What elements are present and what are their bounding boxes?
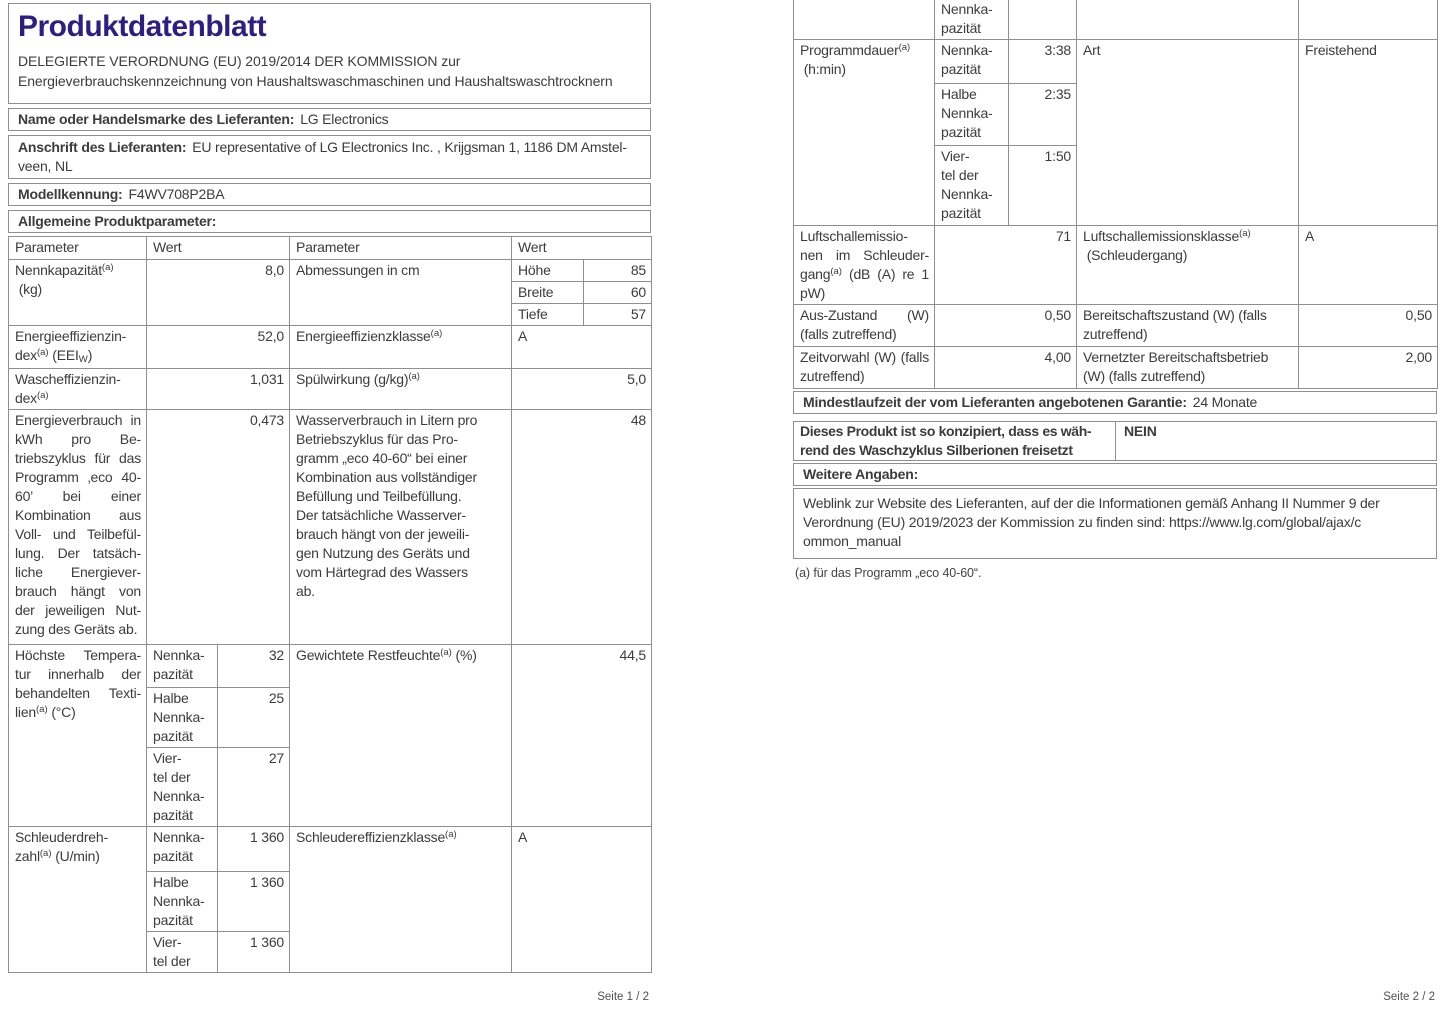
footnote-marker: (a) [101, 262, 114, 273]
header-wert-1: Wert [147, 237, 290, 260]
cell-continuation-nennkapazitaet: Nennka- pazität [935, 0, 1009, 40]
cell-energieeffizienzklasse-value: A [512, 326, 652, 369]
cell-nennkapazitaet-label [9, 260, 147, 326]
model-value: F4WV708P2BA [128, 186, 225, 202]
general-params-band [8, 210, 651, 233]
cell-abmessungen-label: Abmessungen in cm [290, 260, 512, 326]
address-band [8, 135, 651, 179]
table-row [9, 827, 652, 872]
address-label: Anschrift des Lieferanten: [18, 139, 187, 155]
text-segment: Höchste Tempera-tur innerhalb der behandelten Texti-lien [15, 647, 141, 720]
cell-temperatur-sub-halbe-value: 25 [218, 688, 290, 748]
cell-luftschallklasse-value: A [1299, 226, 1438, 305]
cell-schleuderdrehzahl-label [9, 827, 147, 973]
text-segment: Gewichtete Restfeuchte [296, 647, 441, 663]
cell-luftschall-value: 71 [935, 226, 1077, 305]
page-1 [8, 0, 651, 1010]
cell-energieverbrauch-value: 0,473 [147, 410, 290, 645]
footnote-marker: (a) [445, 829, 457, 840]
cell-temperatur-sub-viertel-value: 27 [218, 748, 290, 827]
text-segment: Spülwirkung (g/kg) [296, 371, 409, 387]
text-segment: (h:min) [803, 61, 846, 77]
cell-temperatur-sub-nenn-label: Nennka- pazität [147, 645, 218, 688]
footnote-marker: (a) [36, 704, 48, 715]
cell-energieeffizienzklasse-label [290, 326, 512, 369]
garantie-value: 24 Monate [1192, 394, 1258, 410]
footnote-marker: (a) [39, 848, 52, 859]
cell-aus-zustand-value: 0,50 [935, 305, 1077, 347]
header-wert-2: Wert [512, 237, 652, 260]
footnote-marker: (a) [408, 371, 420, 382]
table-row [9, 410, 652, 645]
general-params-heading: Allgemeine Produktparameter: [18, 213, 217, 229]
text-segment: (EEI [48, 347, 79, 363]
silberionen-text: Dieses Produkt ist so konzipiert, dass es wäh- rend des Waschzyklus Silberionen freisetzt [794, 422, 1116, 460]
cell-art-label: Art [1077, 40, 1299, 226]
cell-energieverbrauch-label: Energieverbrauch in kWh pro Be-triebszyklus für das Programm ‚eco 40-60’ bei einer Kombination aus Voll- und Teilbefül-lung. Der tatsäch-liche Energiever-brauch hängt von der jeweiligen Nut-zung des Geräts ab. [9, 410, 147, 645]
cell-schleuderklasse-value: A [512, 827, 652, 973]
garantie-label: Mindestlaufzeit der vom Lieferanten angebotenen Garantie: [803, 394, 1187, 410]
garantie-band [793, 391, 1437, 414]
text-segment: (Schleudergang) [1086, 247, 1188, 263]
text-segment: (%) [451, 647, 477, 663]
footnote-eco-program: (a) für das Programm „eco 40-60“. [795, 566, 982, 580]
table-row [794, 305, 1438, 347]
text-segment: Wascheffizienzin-dex [15, 371, 121, 406]
cell-vernetzt-value: 2,00 [1299, 347, 1438, 389]
weblink-box: Weblink zur Website des Lieferanten, auf der die Informationen gemäß Anhang II Nummer 9 der Verordnung (EU) 2019/2023 der Kommission zu finden sind: https://www.lg.com/global/ajax/c ommon_manual [793, 488, 1437, 559]
cell-spuelwirkung-value: 5,0 [512, 369, 652, 410]
cell-programmdauer-sub-nenn-value: 3:38 [1009, 40, 1077, 84]
cell-bereitschaft-label: Bereitschaftszustand (W) (falls zutreffend) [1077, 305, 1299, 347]
table-row [9, 260, 652, 282]
cell-continuation-empty [1077, 0, 1299, 40]
table-row [9, 369, 652, 410]
silberionen-value: NEIN [1124, 423, 1157, 439]
footnote-marker: (a) [430, 328, 443, 339]
cell-continuation-empty [1009, 0, 1077, 40]
footnote-marker: (a) [1239, 228, 1251, 239]
subscript-w: W [78, 354, 88, 365]
cell-dim-tiefe-label: Tiefe [512, 304, 584, 326]
cell-schleuderklasse-label [290, 827, 512, 973]
cell-continuation-empty [1299, 0, 1438, 40]
table-header-row [9, 237, 652, 260]
cell-dim-tiefe-value: 57 [584, 304, 652, 326]
cell-programmdauer-label [794, 40, 935, 226]
cell-aus-zustand-label: Aus-Zustand (W) (falls zutreffend) [794, 305, 935, 347]
text-segment: Energieeffizienzin-dex [15, 328, 127, 363]
weitere-angaben-band [793, 463, 1437, 486]
cell-temperatur-sub-viertel-label: Vier- tel der Nennka- pazität [147, 748, 218, 827]
text-segment: ) [87, 347, 93, 363]
footnote-marker: (a) [898, 42, 911, 53]
regulation-text: DELEGIERTE VERORDNUNG (EU) 2019/2014 DER KOMMISSION zur Energieverbrauchskennzeichnung von Haushaltswaschmaschinen und Haushaltswaschtrocknern [18, 53, 613, 89]
cell-continuation-empty [794, 0, 935, 40]
cell-programmdauer-sub-halbe-value: 2:35 [1009, 84, 1077, 146]
text-segment: (U/min) [51, 848, 100, 864]
cell-vernetzt-label: Vernetzter Bereitschaftsbetrieb (W) (falls zutreffend) [1077, 347, 1299, 389]
text-segment: (kg) [18, 281, 43, 297]
continuation-row [794, 0, 1438, 40]
text-segment: Luftschallemissio-nen im Schleuder-gang [800, 228, 929, 282]
footnote-marker: (a) [36, 390, 49, 401]
cell-programmdauer-sub-viertel-label: Vier- tel der Nennka- pazität [935, 146, 1009, 226]
model-label: Modellkennung: [18, 186, 123, 202]
cell-dim-breite-label: Breite [512, 282, 584, 304]
cell-zeitvorwahl-value: 4,00 [935, 347, 1077, 389]
page-2 [793, 0, 1437, 1010]
silberionen-box [793, 421, 1437, 461]
cell-wasserverbrauch-value: 48 [512, 410, 652, 645]
cell-wascheffizienz-label [9, 369, 147, 410]
title-box [8, 3, 651, 104]
cell-temperatur-sub-halbe-label: Halbe Nennka- pazität [147, 688, 218, 748]
cell-temperatur-label [9, 645, 147, 827]
table-row [9, 645, 652, 688]
supplier-label: Name oder Handelsmarke des Lieferanten: [18, 111, 295, 127]
table-row [794, 347, 1438, 389]
cell-eei-label [9, 326, 147, 369]
cell-drehzahl-sub-halbe-label: Halbe Nennka- pazität [147, 872, 218, 932]
cell-drehzahl-sub-halbe-value: 1 360 [218, 872, 290, 932]
cell-restfeuchte-value: 44,5 [512, 645, 652, 827]
cell-wasserverbrauch-label: Wasserverbrauch in Litern pro Betriebszyklus für das Pro- gramm „eco 40-60“ bei einer Kombination aus vollständiger Befüllung und Teilbefüllung. Der tatsächliche Wasserver- brauch hängt von der jeweili- gen Nutzung des Geräts und vom Härtegrad des Wassers ab. [290, 410, 512, 645]
general-parameters-table-page1 [8, 236, 652, 973]
cell-restfeuchte-label [290, 645, 512, 827]
header-parameter-1: Parameter [9, 237, 147, 260]
page-1-footer: Seite 1 / 2 [597, 991, 649, 1003]
page-2-footer: Seite 2 / 2 [1383, 991, 1435, 1003]
cell-bereitschaft-value: 0,50 [1299, 305, 1438, 347]
text-segment: Schleudereffizienzklasse [296, 829, 446, 845]
cell-programmdauer-sub-halbe-label: Halbe Nennka- pazität [935, 84, 1009, 146]
model-band [8, 183, 651, 206]
cell-programmdauer-sub-nenn-label: Nennka- pazität [935, 40, 1009, 84]
table-row [794, 226, 1438, 305]
supplier-value: LG Electronics [300, 111, 389, 127]
supplier-band [8, 108, 651, 131]
cell-eei-value: 52,0 [147, 326, 290, 369]
cell-dim-breite-value: 60 [584, 282, 652, 304]
cell-programmdauer-sub-viertel-value: 1:50 [1009, 146, 1077, 226]
text-segment: Luftschallemissionsklasse [1083, 228, 1240, 244]
footnote-marker: (a) [36, 347, 49, 358]
table-row [9, 326, 652, 369]
text-segment: Schleuderdreh-zahl [15, 829, 108, 864]
footnote-marker: (a) [440, 647, 452, 658]
cell-drehzahl-sub-nenn-value: 1 360 [218, 827, 290, 872]
cell-temperatur-sub-nenn-value: 32 [218, 645, 290, 688]
header-parameter-2: Parameter [290, 237, 512, 260]
text-segment: (dB (A) re 1 pW) [800, 266, 929, 301]
cell-luftschall-label [794, 226, 935, 305]
general-parameters-table-page2 [793, 0, 1438, 389]
cell-nennkapazitaet-value: 8,0 [147, 260, 290, 326]
text-segment: Programmdauer [800, 42, 899, 58]
weitere-angaben-heading: Weitere Angaben: [803, 466, 919, 482]
cell-zeitvorwahl-label: Zeitvorwahl (W) (falls zutreffend) [794, 347, 935, 389]
footnote-marker: (a) [830, 266, 842, 277]
text-segment: Nennkapazität [15, 262, 102, 278]
cell-wascheffizienz-value: 1,031 [147, 369, 290, 410]
text-segment: (°C) [47, 704, 76, 720]
table-row [794, 40, 1438, 84]
cell-drehzahl-sub-nenn-label: Nennka- pazität [147, 827, 218, 872]
cell-drehzahl-sub-viertel-value: 1 360 [218, 932, 290, 973]
cell-luftschallklasse-label [1077, 226, 1299, 305]
text-segment: Energieeffizienzklasse [296, 328, 431, 344]
cell-drehzahl-sub-viertel-label: Vier- tel der [147, 932, 218, 973]
cell-dim-hoehe-value: 85 [584, 260, 652, 282]
page-title: Produktdatenblatt [18, 10, 267, 43]
address-value: EU representative of LG Electronics Inc. , Krijgsman 1, 1186 DM Amstel- veen, NL [18, 139, 627, 174]
cell-dim-hoehe-label: Höhe [512, 260, 584, 282]
cell-art-value: Freistehend [1299, 40, 1438, 226]
cell-spuelwirkung-label [290, 369, 512, 410]
